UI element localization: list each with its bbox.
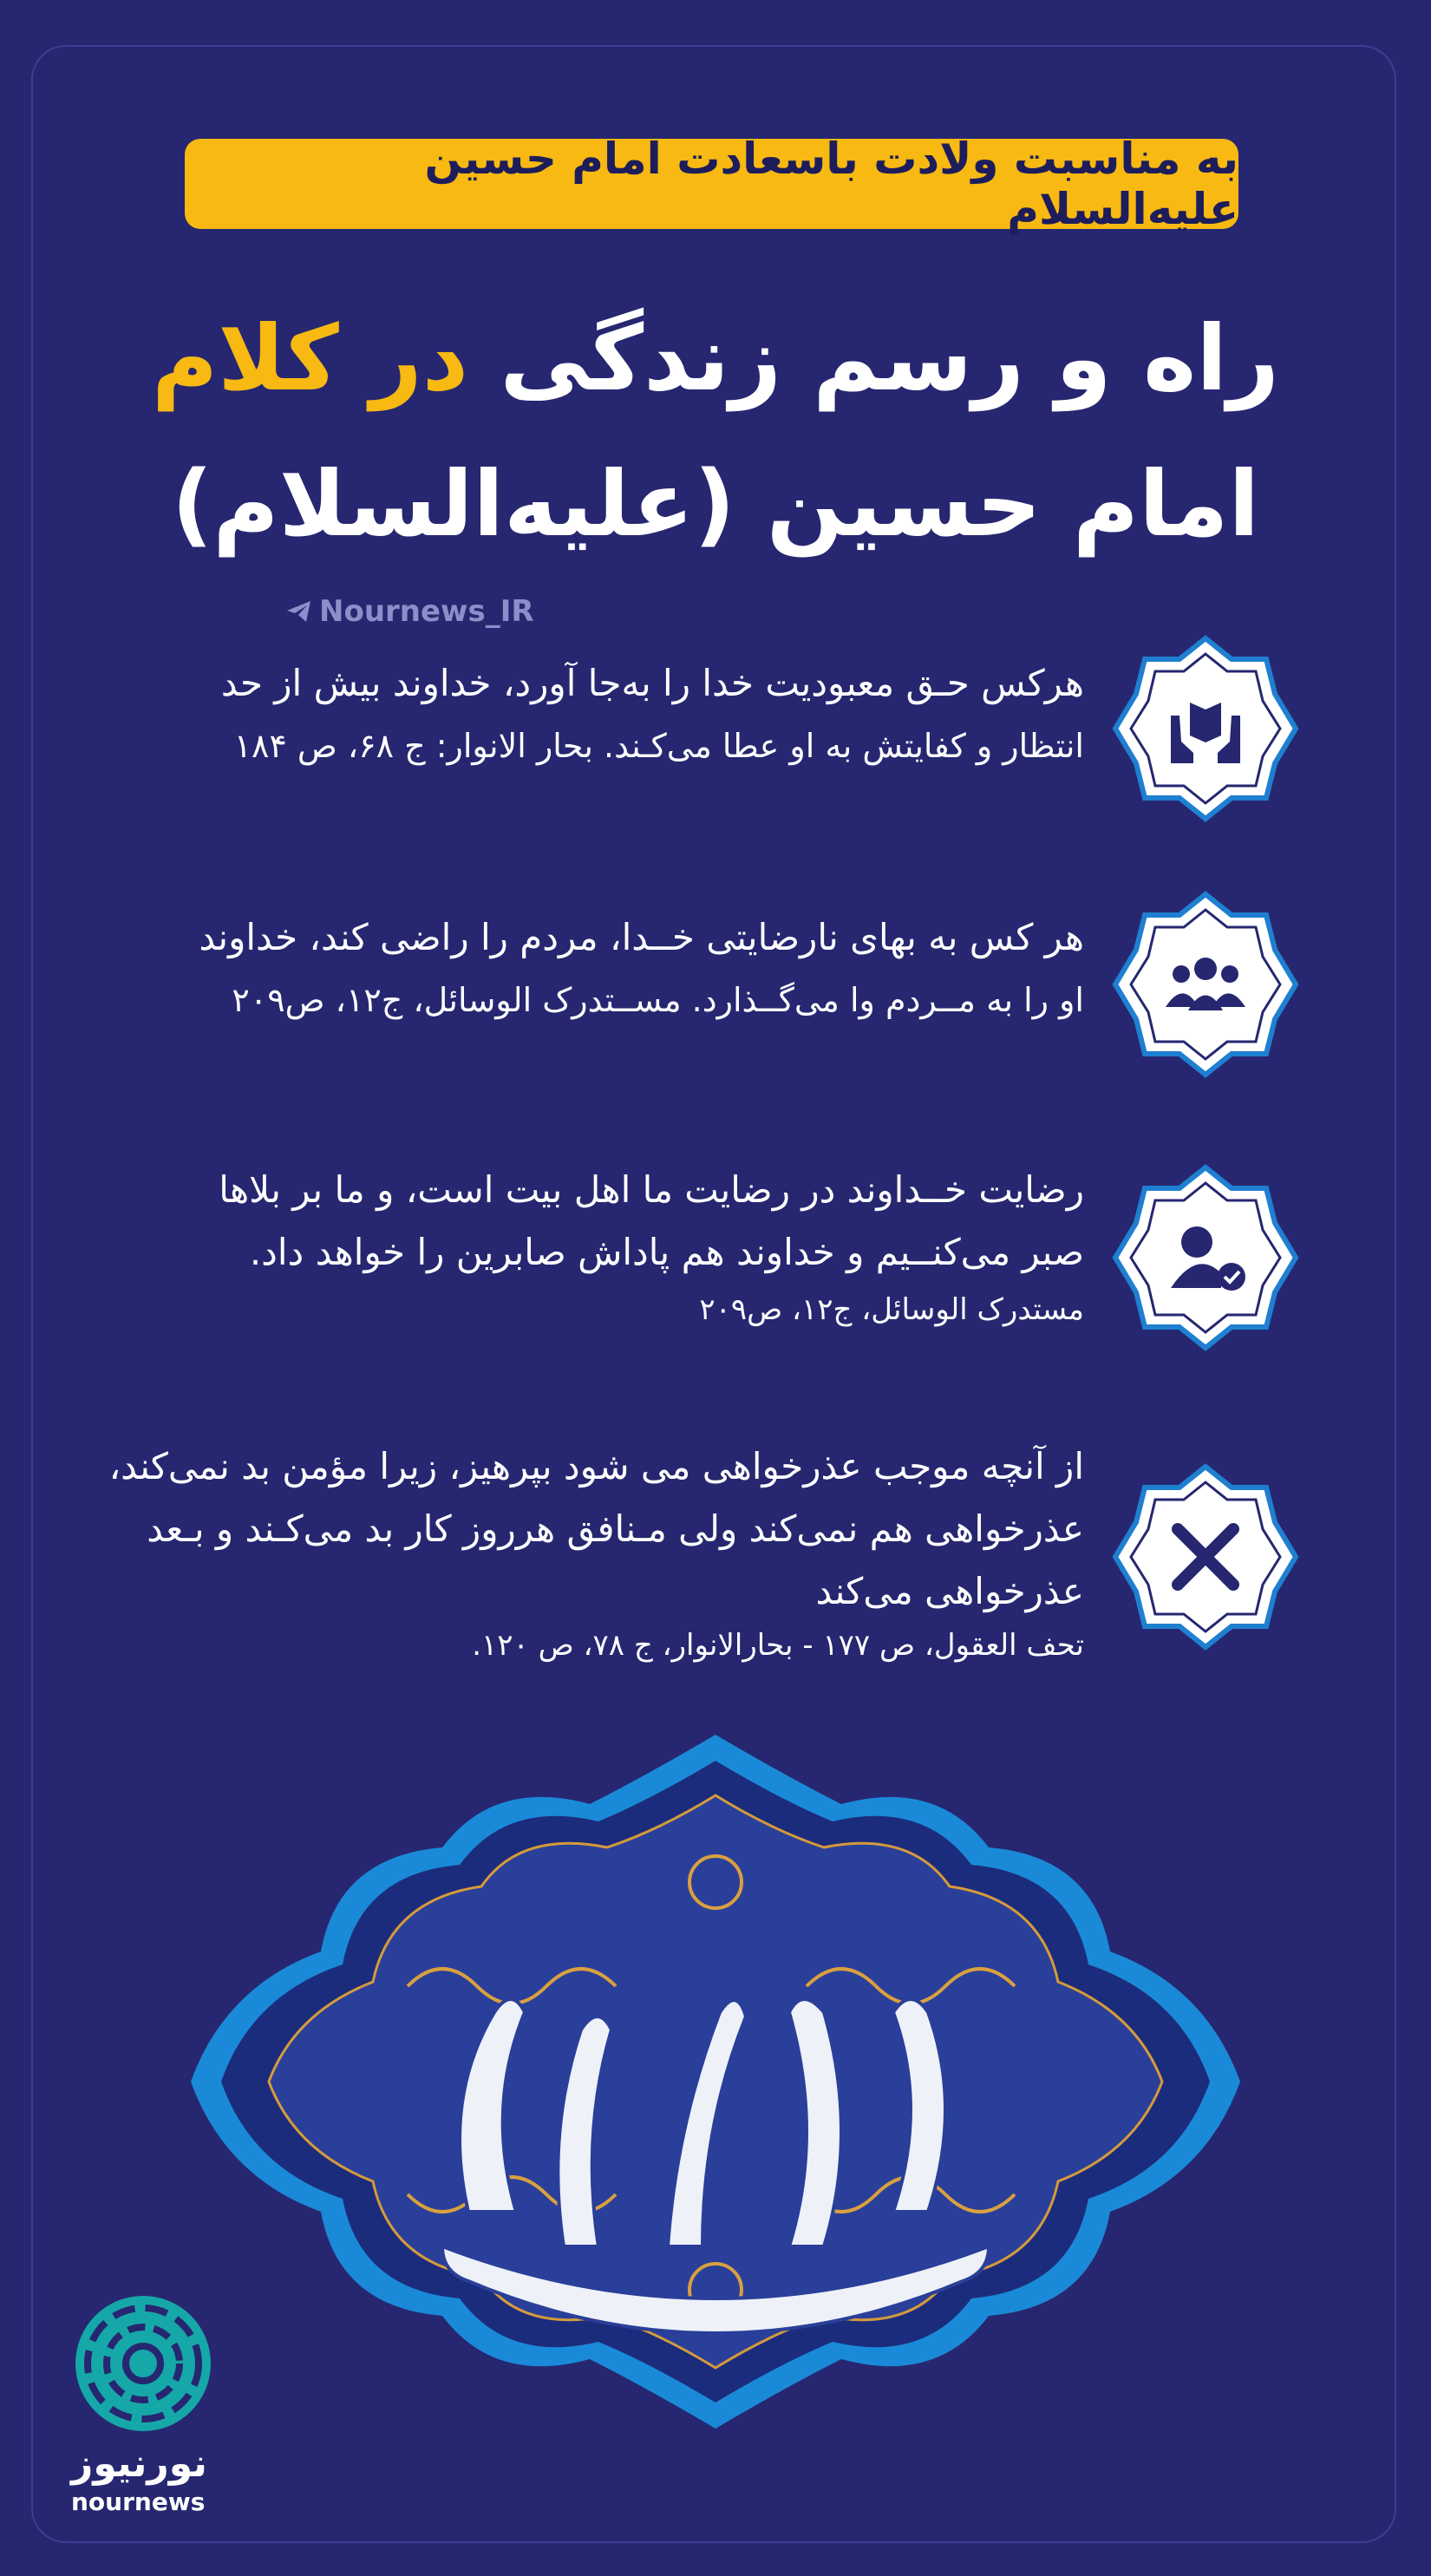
calligraphy-ornament — [182, 1726, 1249, 2437]
saying-text: از آنچه موجب عذرخواهی می شود بپرهیز، زیرا مؤمن بد نمی‌کند، عذرخواهی هم نمی‌کند ولی مـنافق هرروز کار بد می‌کـند و بـعد عذرخواهی می‌کند — [108, 1445, 1084, 1612]
page-title-line2: امام حسین (علیه‌السلام) — [171, 451, 1260, 557]
saying-text: هرکس حـق معبودیت خدا را به‌جا آورد، خداوند بیش از حد انتظار و کفایتش به او عطا می‌کـند. بحار الانوار: ج ۶۸، ص ۱۸۴ — [220, 662, 1084, 765]
saying-source: تحف العقول، ص ۱۷۷ - بحارالانوار، ج ۷۸، ص ۱۲۰. — [472, 1628, 1084, 1663]
brand-name-fa: نورنیوز — [71, 2442, 207, 2486]
nournews-logo — [61, 2290, 225, 2437]
occasion-banner: به مناسبت ولادت باسعادت امام حسین علیه‌السلام — [185, 139, 1238, 229]
cross-icon — [1110, 1461, 1301, 1652]
user-check-icon — [1110, 1162, 1301, 1353]
title-highlight-part: در کلام — [152, 305, 469, 411]
telegram-icon — [286, 600, 312, 623]
brand-name-en: nournews — [71, 2488, 206, 2516]
hands-quran-icon — [1110, 633, 1301, 824]
page-title-line1 — [0, 305, 1431, 411]
saying-text: هر کس به بهای نارضایتی خــدا، مردم را راضی کند، خداوند او را به مــردم وا می‌گــذارد. مســتدرک الوسائل، ج۱۲، ص۲۰۹ — [199, 916, 1084, 1019]
channel-name: Nournews_IR — [319, 594, 534, 629]
title-white-part: راه و رسم زندگی — [500, 305, 1279, 411]
people-group-icon — [1110, 889, 1301, 1080]
saying-text: رضایت خــداوند در رضایت ما اهل بیت است، و ما بر بلاها صبر می‌کنــیم و خداوند هم پاداش صابرین را خواهد داد. — [219, 1168, 1084, 1273]
channel-tag — [286, 594, 534, 629]
saying-source: مستدرک الوسائل، ج۱۲، ص۲۰۹ — [699, 1292, 1084, 1327]
